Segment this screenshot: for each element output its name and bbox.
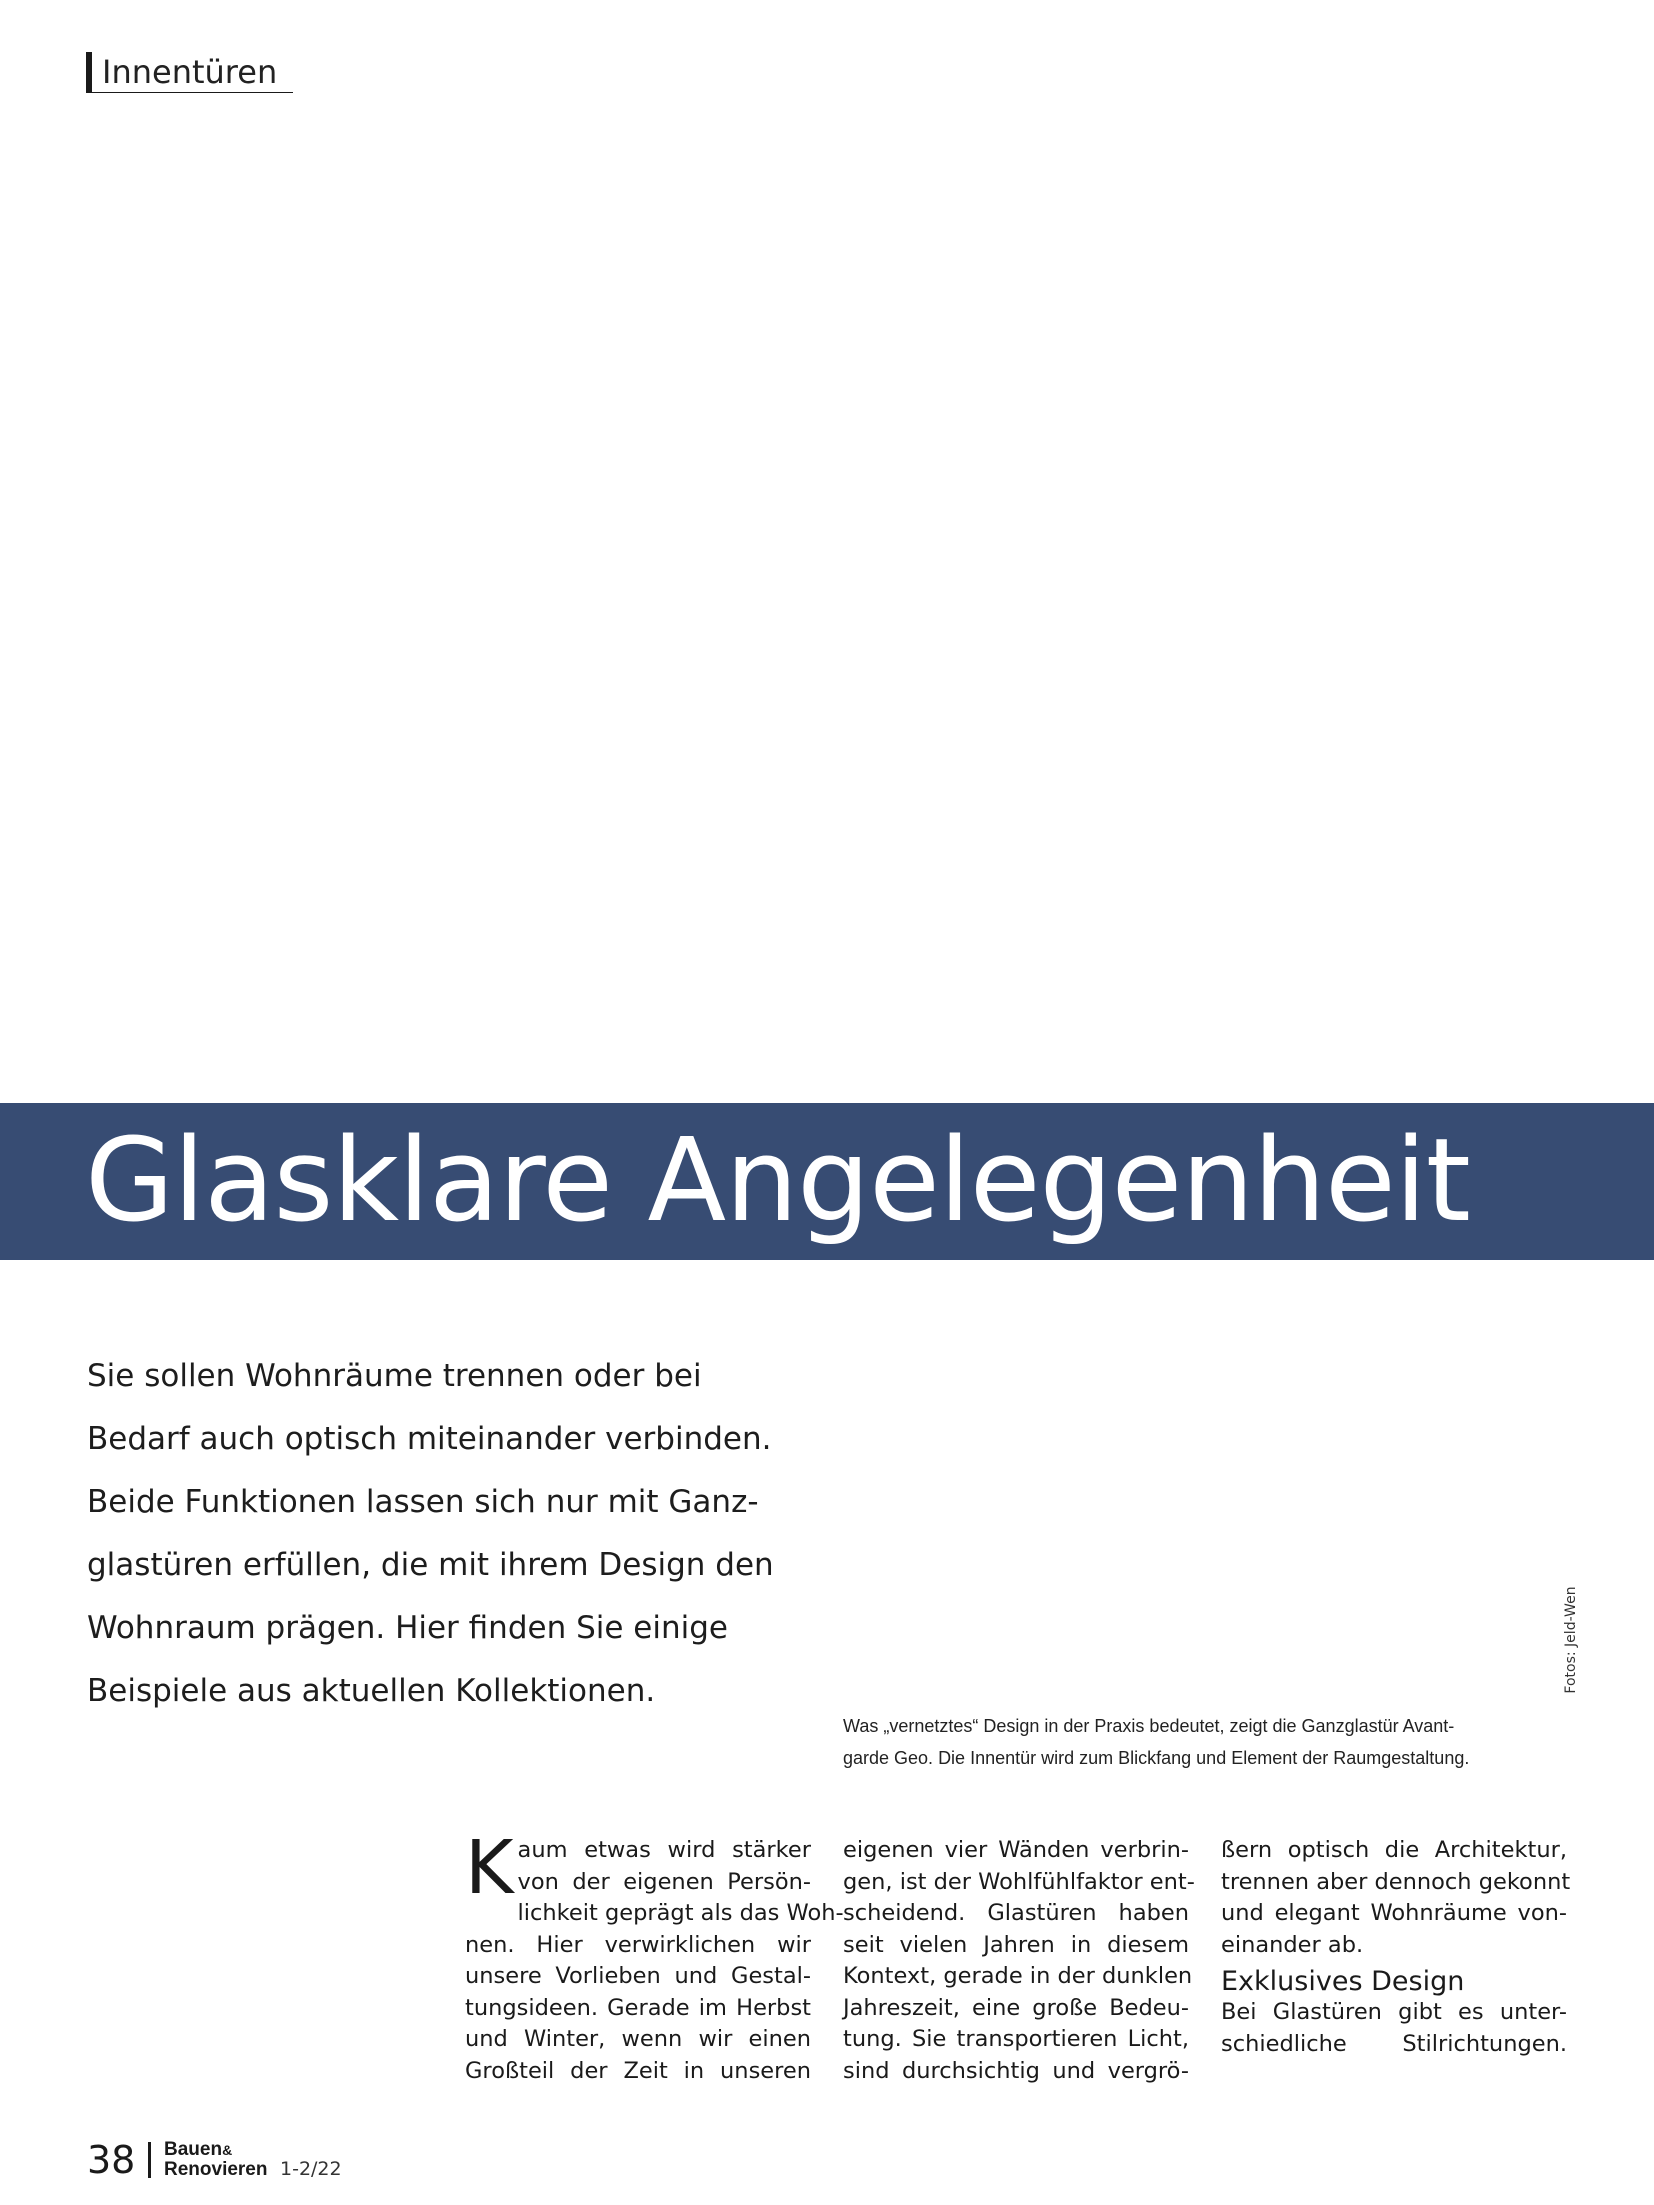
body-column-3 <box>1221 1835 1571 2060</box>
body-line: Großteil der Zeit in unseren <box>465 2057 811 2084</box>
body-line: tungsideen. Gerade im Herbst <box>465 1994 811 2021</box>
logo-line-2: Renovieren <box>164 2159 268 2180</box>
lead-line: Bedarf auch optisch miteinander verbinden. <box>87 1421 772 1457</box>
lead-paragraph <box>87 1345 807 1723</box>
footer-divider <box>148 2142 151 2178</box>
body-line: lichkeit geprägt als das Woh- <box>517 1900 844 1926</box>
drop-cap: K <box>465 1825 514 1911</box>
body-line: scheidend. Glastüren haben <box>843 1900 1189 1926</box>
subheading: Exklusives Design <box>1221 1966 1465 1997</box>
image-caption <box>843 1710 1543 1774</box>
section-label: Innentüren <box>86 52 293 93</box>
body-line: nen. Hier verwirklichen wir <box>465 1931 811 1958</box>
lead-line: Beispiele aus aktuellen Kollektionen. <box>87 1673 656 1709</box>
body-line: Jahreszeit, eine große Bedeu- <box>843 1994 1189 2021</box>
body-line: und Winter, wenn wir einen <box>465 2026 811 2052</box>
body-line: von der eigenen Persön- <box>517 1868 811 1895</box>
magazine-logo <box>164 2140 267 2179</box>
lead-line: Beide Funktionen lassen sich nur mit Ganz- <box>87 1484 759 1520</box>
caption-line: garde Geo. Die Innentür wird zum Blickfang und Element der Raumgestaltung. <box>843 1748 1470 1768</box>
page-title: Glasklare Angelegenheit <box>85 1114 1470 1248</box>
body-line: und elegant Wohnräume von- <box>1221 1900 1567 1926</box>
body-line: ßern optisch die Architektur, <box>1221 1837 1567 1863</box>
page-number: 38 <box>87 2138 136 2182</box>
photo-credit-text: Fotos: Jeld-Wen <box>1563 1586 1579 1694</box>
caption-line: Was „vernetztes“ Design in der Praxis bedeutet, zeigt die Ganzglastür Avant- <box>843 1716 1455 1736</box>
body-line: einander ab. <box>1221 1931 1364 1958</box>
lead-line: Wohnraum prägen. Hier finden Sie einige <box>87 1610 728 1646</box>
body-line: gen, ist der Wohlfühlfaktor ent- <box>843 1868 1195 1895</box>
logo-ampersand: & <box>222 2142 233 2158</box>
body-line: Bei Glastüren gibt es unter- <box>1221 1999 1567 2025</box>
logo-line-1: Bauen <box>164 2139 223 2160</box>
body-line: schiedliche Stilrichtungen. <box>1221 2030 1567 2057</box>
lead-line: Sie sollen Wohnräume trennen oder bei <box>87 1358 702 1394</box>
body-line: aum etwas wird stärker <box>517 1837 811 1863</box>
body-line: tung. Sie transportieren Licht, <box>843 2026 1189 2052</box>
photo-credit <box>1513 1586 1633 1694</box>
body-column-2 <box>843 1835 1195 2087</box>
body-line: unsere Vorlieben und Gestal- <box>465 1963 811 1989</box>
issue-number: 1-2/22 <box>280 2158 342 2180</box>
lead-line: glastüren erfüllen, die mit ihrem Design den <box>87 1547 774 1583</box>
body-line: seit vielen Jahren in diesem <box>843 1931 1189 1958</box>
body-column-1 <box>465 1825 844 2087</box>
body-line: trennen aber dennoch gekonnt <box>1221 1868 1571 1895</box>
body-line: sind durchsichtig und vergrö- <box>843 2057 1189 2084</box>
body-line: Kontext, gerade in der dunklen <box>843 1963 1193 1989</box>
body-line: eigenen vier Wänden verbrin- <box>843 1837 1189 1863</box>
